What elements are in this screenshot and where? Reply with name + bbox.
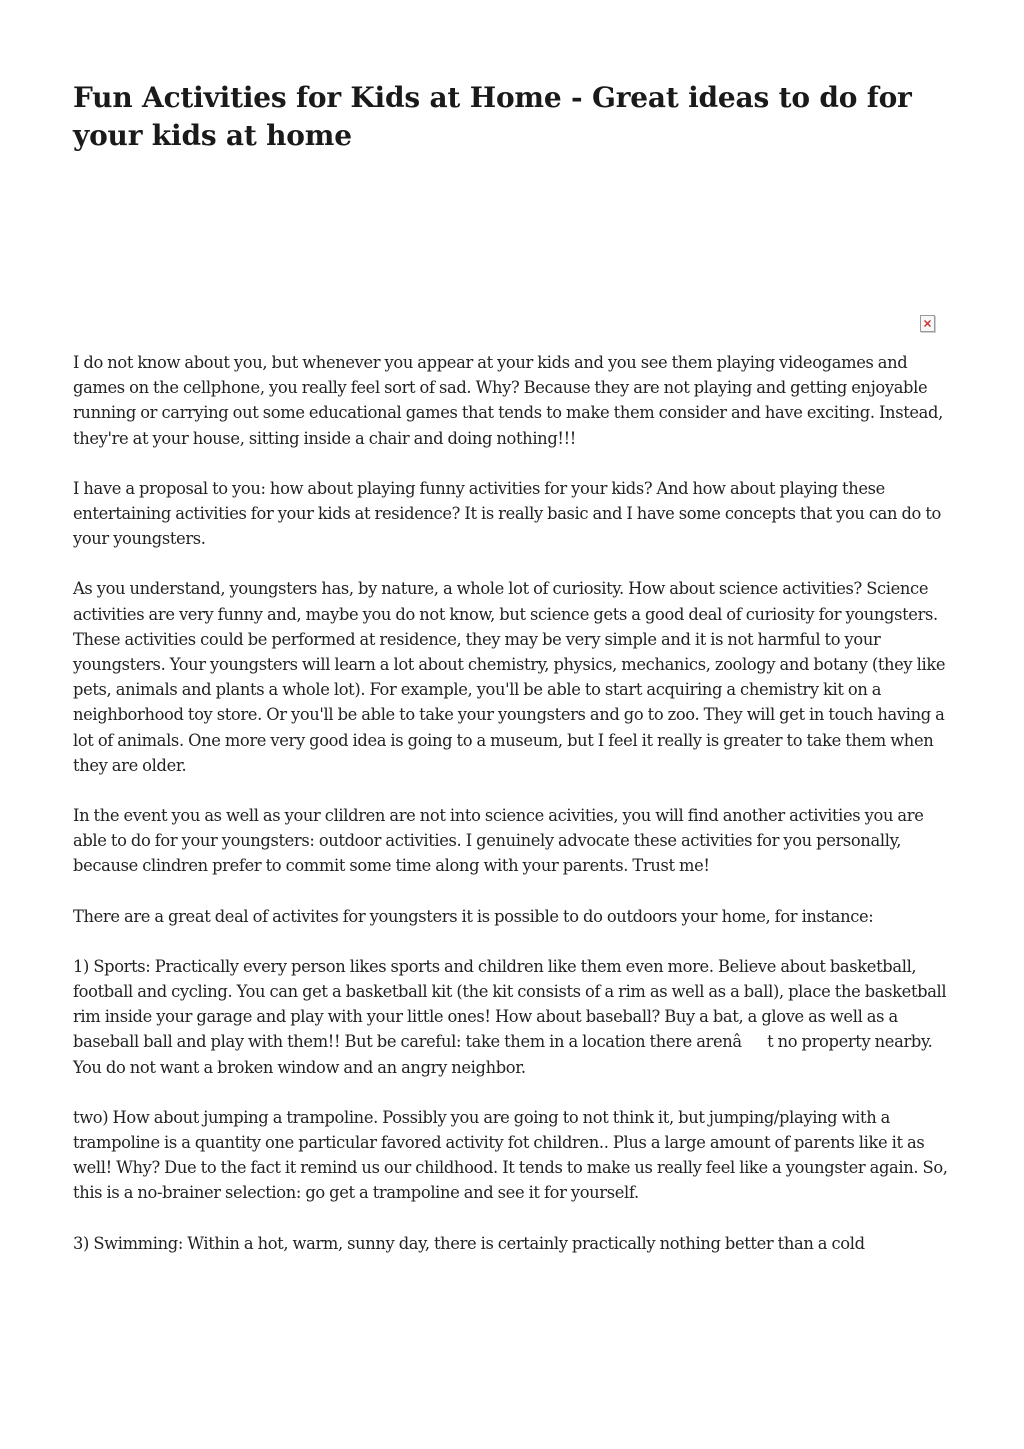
paragraph-proposal: I have a proposal to you: how about playing funny activities for your kids? And how about playing these entertaining activities for your kids at residence? It is really basic and I have some concepts that you can do to your youngsters. <box>73 478 941 549</box>
document-body <box>73 350 953 1281</box>
paragraph-activities-intro: There are a great deal of activites for youngsters it is possible to do outdoors your home, for instance: <box>73 906 874 926</box>
paragraph-sports: 1) Sports: Practically every person likes sports and children like them even more. Believe about basketball, football and cycling. You can get a basketball kit (the kit consists of a rim as well as a ball), place the basketball rim inside your garage and play with your little ones! How about baseball? Buy a bat, a glove as well as a baseball ball and play with them!! But be careful: take them in a location there arenât no property nearby. You do not want a broken window and an angry neighbor. <box>73 956 947 1077</box>
paragraph-trampoline: two) How about jumping a trampoline. Possibly you are going to not think it, but jumping/playing with a trampoline is a quantity one particular favored activity fot children.. Plus a large amount of parents like it as well! Why? Due to the fact it remind us our childhood. It tends to make us really feel like a youngster again. So, this is a no-brainer selection: go get a trampoline and see it for yourself. <box>73 1107 948 1203</box>
document-title: Fun Activities for Kids at Home - Great ideas to do for your kids at home <box>73 81 912 152</box>
broken-image-icon <box>920 315 935 332</box>
paragraph-intro: I do not know about you, but whenever you appear at your kids and you see them playing videogames and games on the cellphone, you really feel sort of sad. Why? Because they are not playing and getting enjoyable running or carrying out some educational games that tends to make them consider and have exciting. Instead, they're at your house, sitting inside a chair and doing nothing!!! <box>73 353 943 448</box>
paragraph-science-activities: As you understand, youngsters has, by nature, a whole lot of curiosity. How about science activities? Science activities are very funny and, maybe you do not know, but science gets a good deal of curiosity for youngsters. These activities could be performed at residence, they may be very simple and it is not harmful to your youngsters. Your youngsters will learn a lot about chemistry, physics, mechanics, zoology and botany (they like pets, animals and plants a whole lot). For example, you'll be able to start acquiring a chemistry kit on a neighborhood toy store. Or you'll be able to take your youngsters and go to zoo. They will get in touch having a lot of animals. One more very good idea is going to a museum, but I feel it really is greater to take them when they are older. <box>73 579 946 775</box>
paragraph-outdoor-activities: In the event you as well as your clildren are not into science acivities, you will find another activities you are able to do for your youngsters: outdoor activities. I genuinely advocate these activities for you personally, because clindren prefer to commit some time along with your parents. Trust me! <box>73 806 924 876</box>
paragraph-swimming: 3) Swimming: Within a hot, warm, sunny day, there is certainly practically nothing better than a cold <box>73 1233 865 1253</box>
